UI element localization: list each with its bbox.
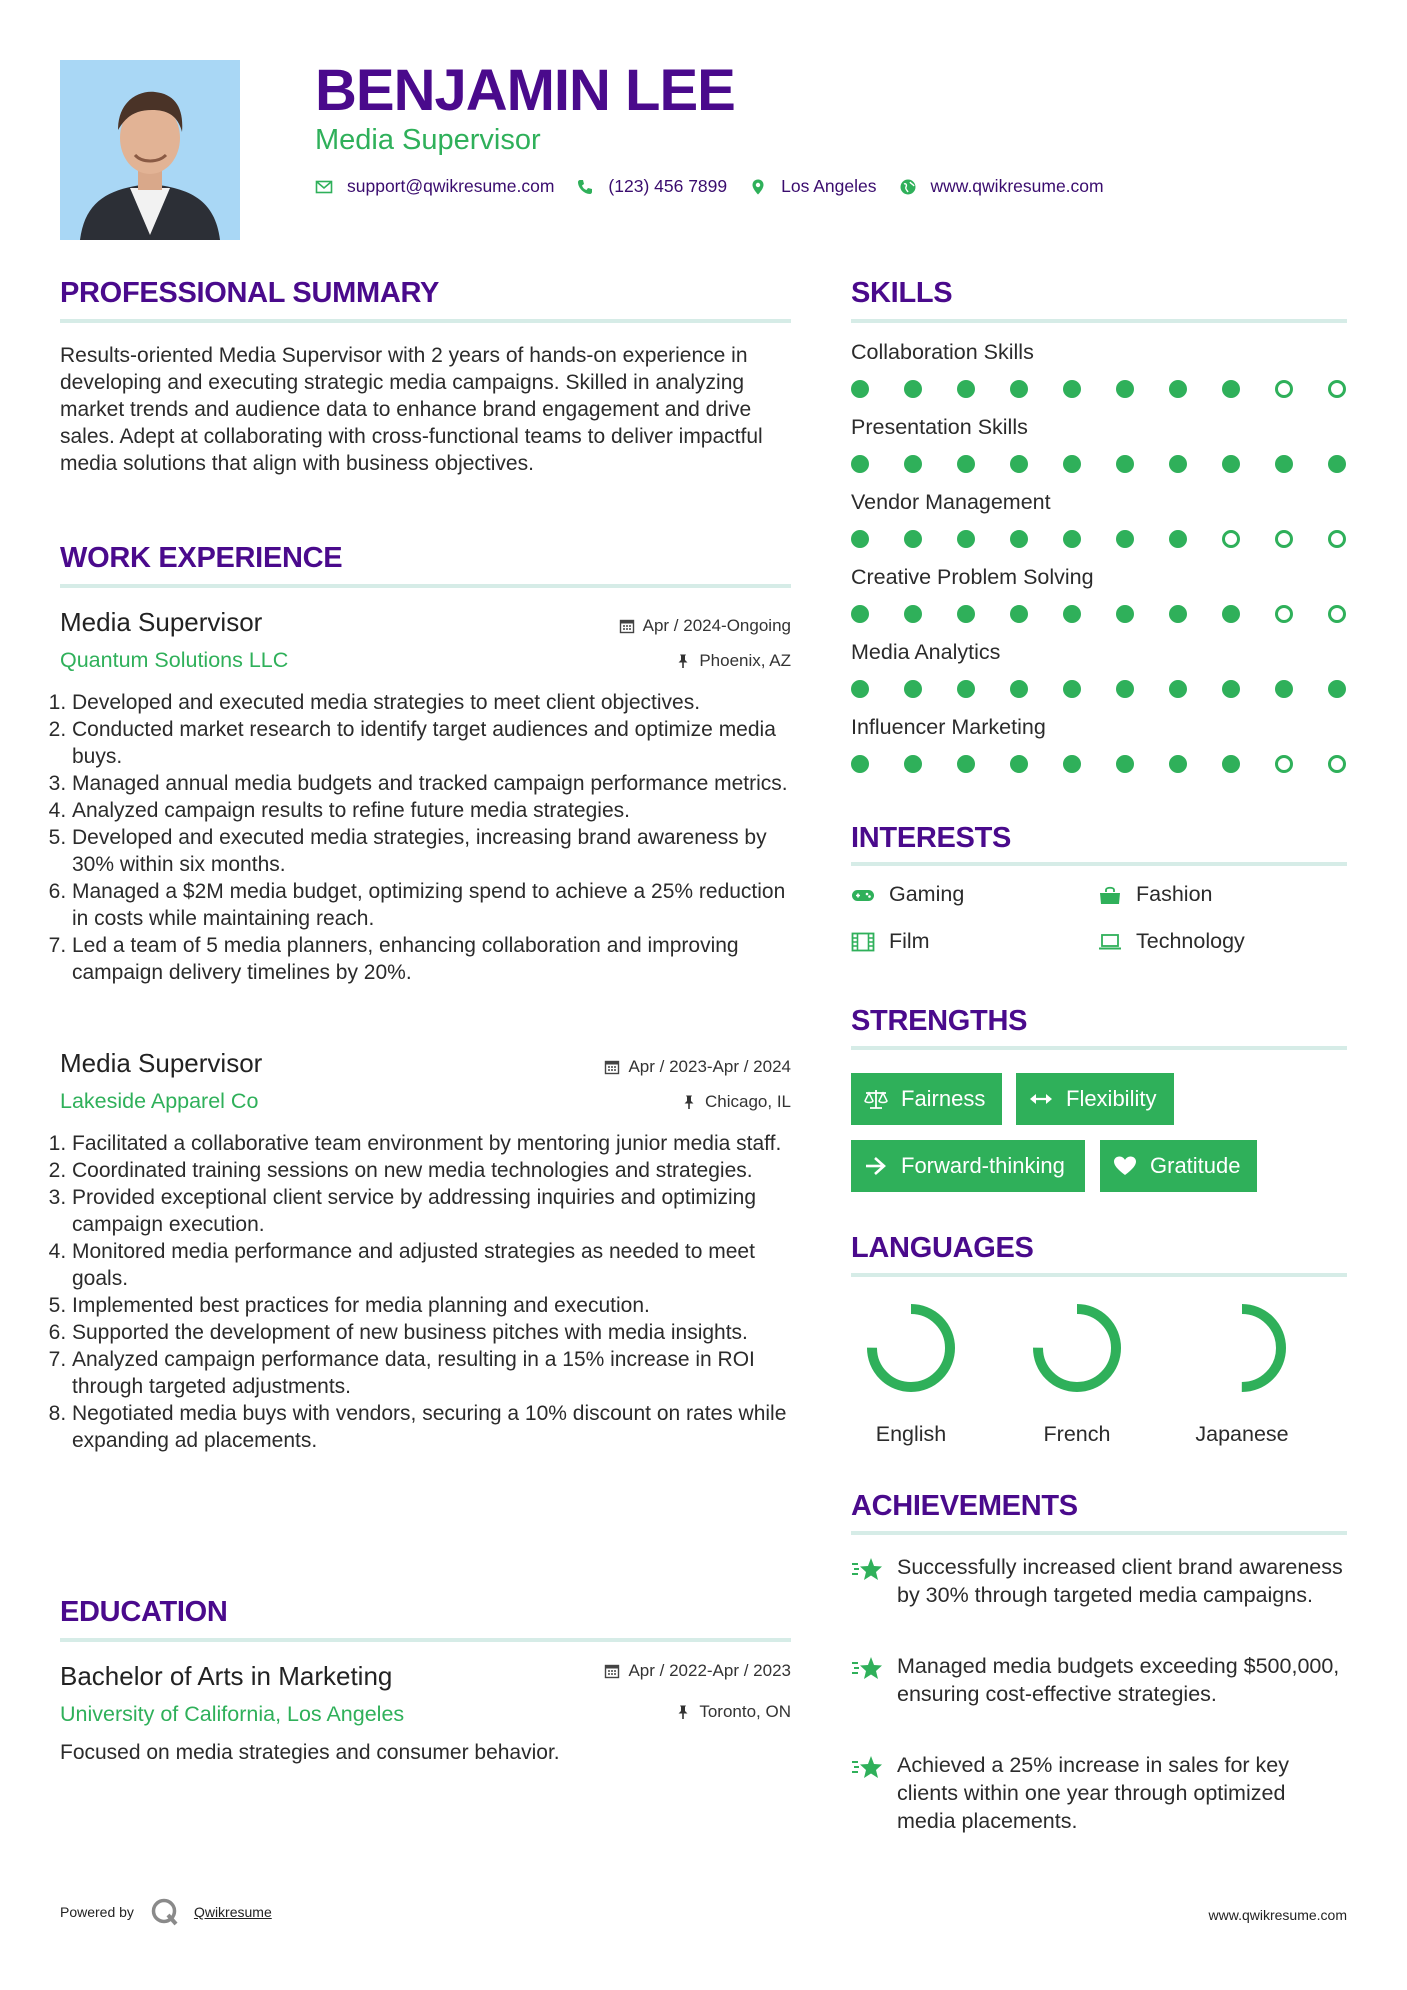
achievement-item <box>851 1751 1347 1835</box>
shooting-star-icon <box>851 1753 885 1783</box>
job-title: Media Supervisor <box>60 1048 263 1078</box>
interest-fashion <box>1098 882 1213 907</box>
laptop-icon <box>1098 932 1122 952</box>
language-proficiency-ring <box>1031 1302 1123 1394</box>
duty-item: 5. Implemented best practices for media planning and execution. <box>72 1292 793 1319</box>
powered-by-text: Powered by <box>60 1904 134 1920</box>
arrow-right-icon <box>863 1155 889 1177</box>
rating-dot-filled <box>904 455 922 473</box>
summary-divider <box>60 319 791 323</box>
rating-dot-filled <box>1328 680 1346 698</box>
rating-dot-filled <box>1063 680 1081 698</box>
rating-dot-filled <box>1010 755 1028 773</box>
candidate-title: Media Supervisor <box>315 124 541 156</box>
rating-dot-filled <box>851 755 869 773</box>
language-item <box>1017 1302 1137 1447</box>
rating-dot-filled <box>1010 455 1028 473</box>
contact-location-text: Los Angeles <box>781 176 877 196</box>
rating-dot-empty <box>1275 605 1293 623</box>
candidate-name: BENJAMIN LEE <box>315 58 735 123</box>
education-location-text: Toronto, ON <box>699 1702 791 1721</box>
contact-bar <box>315 176 1126 197</box>
duty-item: 3. Provided exceptional client service by addressing inquiries and optimizing campaign execution. <box>72 1184 793 1238</box>
envelope-icon <box>315 178 333 196</box>
rating-dot-filled <box>1116 680 1134 698</box>
summary-text: Results-oriented Media Supervisor with 2 years of hands-on experience in developing and executing strategic media campaigns. Skilled in analyzing market trends and audience data to enhance brand engagement and drive sales. Adept at collaborating with cross-functional teams to deliver impactful media solutions that align with business objectives. <box>60 344 763 475</box>
achievement-item <box>851 1553 1347 1609</box>
skill-name: Presentation Skills <box>851 415 1028 439</box>
skills-divider <box>851 319 1347 323</box>
summary-heading: PROFESSIONAL SUMMARY <box>60 277 440 309</box>
education-description: Focused on media strategies and consumer behavior. <box>60 1741 560 1764</box>
skill-name: Creative Problem Solving <box>851 565 1094 589</box>
footer-branding <box>60 1897 272 1927</box>
skill-name: Vendor Management <box>851 490 1051 514</box>
language-proficiency-ring <box>1196 1302 1288 1394</box>
qwikresume-link[interactable]: Qwikresume <box>193 1904 272 1920</box>
rating-dot-filled <box>1222 455 1240 473</box>
heart-icon <box>1112 1155 1138 1177</box>
achievements-heading: ACHIEVEMENTS <box>851 1490 1078 1522</box>
rating-dot-filled <box>851 455 869 473</box>
job-dates <box>604 1057 791 1077</box>
languages-divider <box>851 1273 1347 1277</box>
job-location-text: Phoenix, AZ <box>699 651 791 670</box>
contact-phone-text: (123) 456 7899 <box>608 176 728 196</box>
rating-dot-filled <box>1222 680 1240 698</box>
interests-divider <box>851 862 1347 866</box>
rating-dot-empty <box>1328 530 1346 548</box>
profile-photo <box>60 60 240 240</box>
duty-item: 4. Monitored media performance and adjusted strategies as needed to meet goals. <box>72 1238 793 1292</box>
skill-rating <box>851 380 1347 400</box>
strength-badge-flexibility <box>1016 1073 1174 1125</box>
skill-rating <box>851 530 1347 550</box>
rating-dot-filled <box>851 380 869 398</box>
footer-website[interactable]: www.qwikresume.com <box>1208 1907 1347 1923</box>
rating-dot-filled <box>1063 755 1081 773</box>
achievement-text: Managed media budgets exceeding $500,000, ensuring cost-effective strategies. <box>897 1654 1340 1706</box>
rating-dot-filled <box>904 380 922 398</box>
rating-dot-filled <box>1169 380 1187 398</box>
duty-item: 1. Developed and executed media strategies to meet client objectives. <box>72 689 793 716</box>
rating-dot-filled <box>904 605 922 623</box>
skills-heading: SKILLS <box>851 277 953 309</box>
rating-dot-filled <box>1169 605 1187 623</box>
rating-dot-filled <box>1010 605 1028 623</box>
rating-dot-filled <box>1010 380 1028 398</box>
achievement-text: Successfully increased client brand awareness by 30% through targeted media campaigns. <box>897 1555 1343 1607</box>
interest-technology <box>1098 929 1245 954</box>
duty-item: 2. Coordinated training sessions on new media technologies and strategies. <box>72 1157 793 1184</box>
interest-film <box>851 929 930 954</box>
education-dates <box>604 1661 791 1681</box>
strength-badge-fairness <box>851 1073 1002 1125</box>
job-location-text: Chicago, IL <box>705 1092 791 1111</box>
rating-dot-filled <box>957 530 975 548</box>
skill-name: Media Analytics <box>851 640 1001 664</box>
interest-label: Fashion <box>1136 882 1213 906</box>
arrows-horizontal-icon <box>1028 1088 1054 1110</box>
job-location <box>681 1092 791 1112</box>
rating-dot-filled <box>1116 380 1134 398</box>
rating-dot-empty <box>1222 530 1240 548</box>
globe-icon <box>899 178 917 196</box>
interest-label: Gaming <box>889 882 965 906</box>
school-name: University of California, Los Angeles <box>60 1702 405 1726</box>
job-company: Quantum Solutions LLC <box>60 648 289 672</box>
map-pin-icon <box>749 178 767 196</box>
language-item <box>851 1302 971 1447</box>
language-name: English <box>875 1422 947 1446</box>
rating-dot-empty <box>1328 380 1346 398</box>
contact-website[interactable] <box>899 176 1104 197</box>
rating-dot-filled <box>1328 455 1346 473</box>
duty-item: 5. Developed and executed media strategies, increasing brand awareness by 30% within six months. <box>72 824 793 878</box>
film-icon <box>851 932 875 952</box>
strengths-divider <box>851 1046 1347 1050</box>
rating-dot-empty <box>1275 755 1293 773</box>
rating-dot-filled <box>1169 530 1187 548</box>
person-portrait-icon <box>60 60 240 240</box>
rating-dot-filled <box>1116 755 1134 773</box>
job-title: Media Supervisor <box>60 607 263 637</box>
rating-dot-filled <box>1116 455 1134 473</box>
skill-rating <box>851 455 1347 475</box>
duty-item: 6. Supported the development of new business pitches with media insights. <box>72 1319 793 1346</box>
rating-dot-filled <box>904 680 922 698</box>
rating-dot-filled <box>851 605 869 623</box>
rating-dot-filled <box>957 455 975 473</box>
rating-dot-filled <box>1222 605 1240 623</box>
pushpin-icon <box>681 1094 697 1110</box>
strengths-heading: STRENGTHS <box>851 1005 1028 1037</box>
shopping-bag-icon <box>1098 885 1122 905</box>
duty-item: 7. Analyzed campaign performance data, resulting in a 15% increase in ROI through targeted adjustments. <box>72 1346 793 1400</box>
skill-rating <box>851 680 1347 700</box>
rating-dot-empty <box>1328 755 1346 773</box>
strength-label: Fairness <box>901 1086 986 1111</box>
strength-badge-forward-thinking <box>851 1140 1085 1192</box>
rating-dot-filled <box>1010 530 1028 548</box>
job-duties-list <box>53 689 793 986</box>
rating-dot-filled <box>1169 680 1187 698</box>
skill-name: Influencer Marketing <box>851 715 1046 739</box>
languages-heading: LANGUAGES <box>851 1232 1034 1264</box>
rating-dot-filled <box>1063 605 1081 623</box>
duty-item: 6. Managed a $2M media budget, optimizing spend to achieve a 25% reduction in costs while maintaining reach. <box>72 878 793 932</box>
contact-email[interactable] <box>315 176 554 197</box>
degree-title: Bachelor of Arts in Marketing <box>60 1661 393 1691</box>
pushpin-icon <box>675 653 691 669</box>
skill-rating <box>851 755 1347 775</box>
proficiency-arc <box>1038 1309 1116 1387</box>
interest-label: Film <box>889 929 930 953</box>
rating-dot-filled <box>1010 680 1028 698</box>
duty-item: 3. Managed annual media budgets and tracked campaign performance metrics. <box>72 770 793 797</box>
job-duties-list <box>53 1130 793 1454</box>
balance-scale-icon <box>863 1088 889 1110</box>
contact-location <box>749 176 876 197</box>
calendar-icon <box>604 1059 620 1075</box>
experience-heading: WORK EXPERIENCE <box>60 542 343 574</box>
duty-item: 8. Negotiated media buys with vendors, securing a 10% discount on rates while expanding ad placements. <box>72 1400 793 1454</box>
rating-dot-filled <box>1222 755 1240 773</box>
rating-dot-empty <box>1328 605 1346 623</box>
rating-dot-filled <box>904 755 922 773</box>
language-item <box>1182 1302 1302 1447</box>
interest-label: Technology <box>1136 929 1245 953</box>
strength-label: Forward-thinking <box>901 1153 1065 1178</box>
calendar-icon <box>619 618 635 634</box>
rating-dot-filled <box>1063 455 1081 473</box>
achievement-item <box>851 1652 1347 1708</box>
contact-website-text: www.qwikresume.com <box>930 176 1104 196</box>
duty-item: 1. Facilitated a collaborative team environment by mentoring junior media staff. <box>72 1130 793 1157</box>
gamepad-icon <box>851 885 875 905</box>
interests-heading: INTERESTS <box>851 822 1012 854</box>
rating-dot-filled <box>1169 455 1187 473</box>
rating-dot-filled <box>957 680 975 698</box>
rating-dot-filled <box>904 530 922 548</box>
education-divider <box>60 1638 791 1642</box>
rating-dot-filled <box>1063 380 1081 398</box>
skill-name: Collaboration Skills <box>851 340 1034 364</box>
strength-badge-gratitude <box>1100 1140 1257 1192</box>
proficiency-arc <box>1203 1309 1281 1387</box>
rating-dot-filled <box>957 755 975 773</box>
job-location <box>675 651 791 671</box>
strength-label: Flexibility <box>1066 1086 1157 1111</box>
shooting-star-icon <box>851 1555 885 1585</box>
interest-gaming <box>851 882 964 907</box>
job-dates-text: Apr / 2024-Ongoing <box>642 616 791 635</box>
calendar-icon <box>604 1663 620 1679</box>
rating-dot-empty <box>1275 380 1293 398</box>
shooting-star-icon <box>851 1654 885 1684</box>
skill-rating <box>851 605 1347 625</box>
strength-label: Gratitude <box>1150 1153 1241 1178</box>
duty-item: 7. Led a team of 5 media planners, enhancing collaboration and improving campaign delivery timelines by 20%. <box>72 932 793 986</box>
qwikresume-logo-icon <box>150 1897 180 1927</box>
education-location <box>675 1702 791 1722</box>
job-dates-text: Apr / 2023-Apr / 2024 <box>628 1057 791 1076</box>
rating-dot-filled <box>1116 530 1134 548</box>
contact-phone[interactable] <box>576 176 727 197</box>
achievement-text: Achieved a 25% increase in sales for key clients within one year through optimized media placements. <box>897 1753 1289 1833</box>
language-name: French <box>1043 1422 1111 1446</box>
duty-item: 4. Analyzed campaign results to refine future media strategies. <box>72 797 793 824</box>
duty-item: 2. Conducted market research to identify target audiences and optimize media buys. <box>72 716 793 770</box>
rating-dot-filled <box>957 380 975 398</box>
rating-dot-filled <box>1222 380 1240 398</box>
rating-dot-filled <box>851 680 869 698</box>
experience-divider <box>60 584 791 588</box>
rating-dot-filled <box>1063 530 1081 548</box>
language-name: Japanese <box>1195 1422 1289 1446</box>
pushpin-icon <box>675 1704 691 1720</box>
rating-dot-filled <box>1116 605 1134 623</box>
rating-dot-empty <box>1275 530 1293 548</box>
rating-dot-filled <box>851 530 869 548</box>
achievements-divider <box>851 1531 1347 1535</box>
contact-email-text: support@qwikresume.com <box>347 176 555 196</box>
job-company: Lakeside Apparel Co <box>60 1089 259 1113</box>
phone-icon <box>576 178 594 196</box>
rating-dot-filled <box>1275 455 1293 473</box>
education-heading: EDUCATION <box>60 1596 228 1628</box>
education-dates-text: Apr / 2022-Apr / 2023 <box>628 1661 791 1680</box>
language-proficiency-ring <box>865 1302 957 1394</box>
rating-dot-filled <box>957 605 975 623</box>
rating-dot-filled <box>1275 680 1293 698</box>
rating-dot-filled <box>1169 755 1187 773</box>
job-dates <box>619 616 791 636</box>
proficiency-arc <box>872 1309 950 1387</box>
